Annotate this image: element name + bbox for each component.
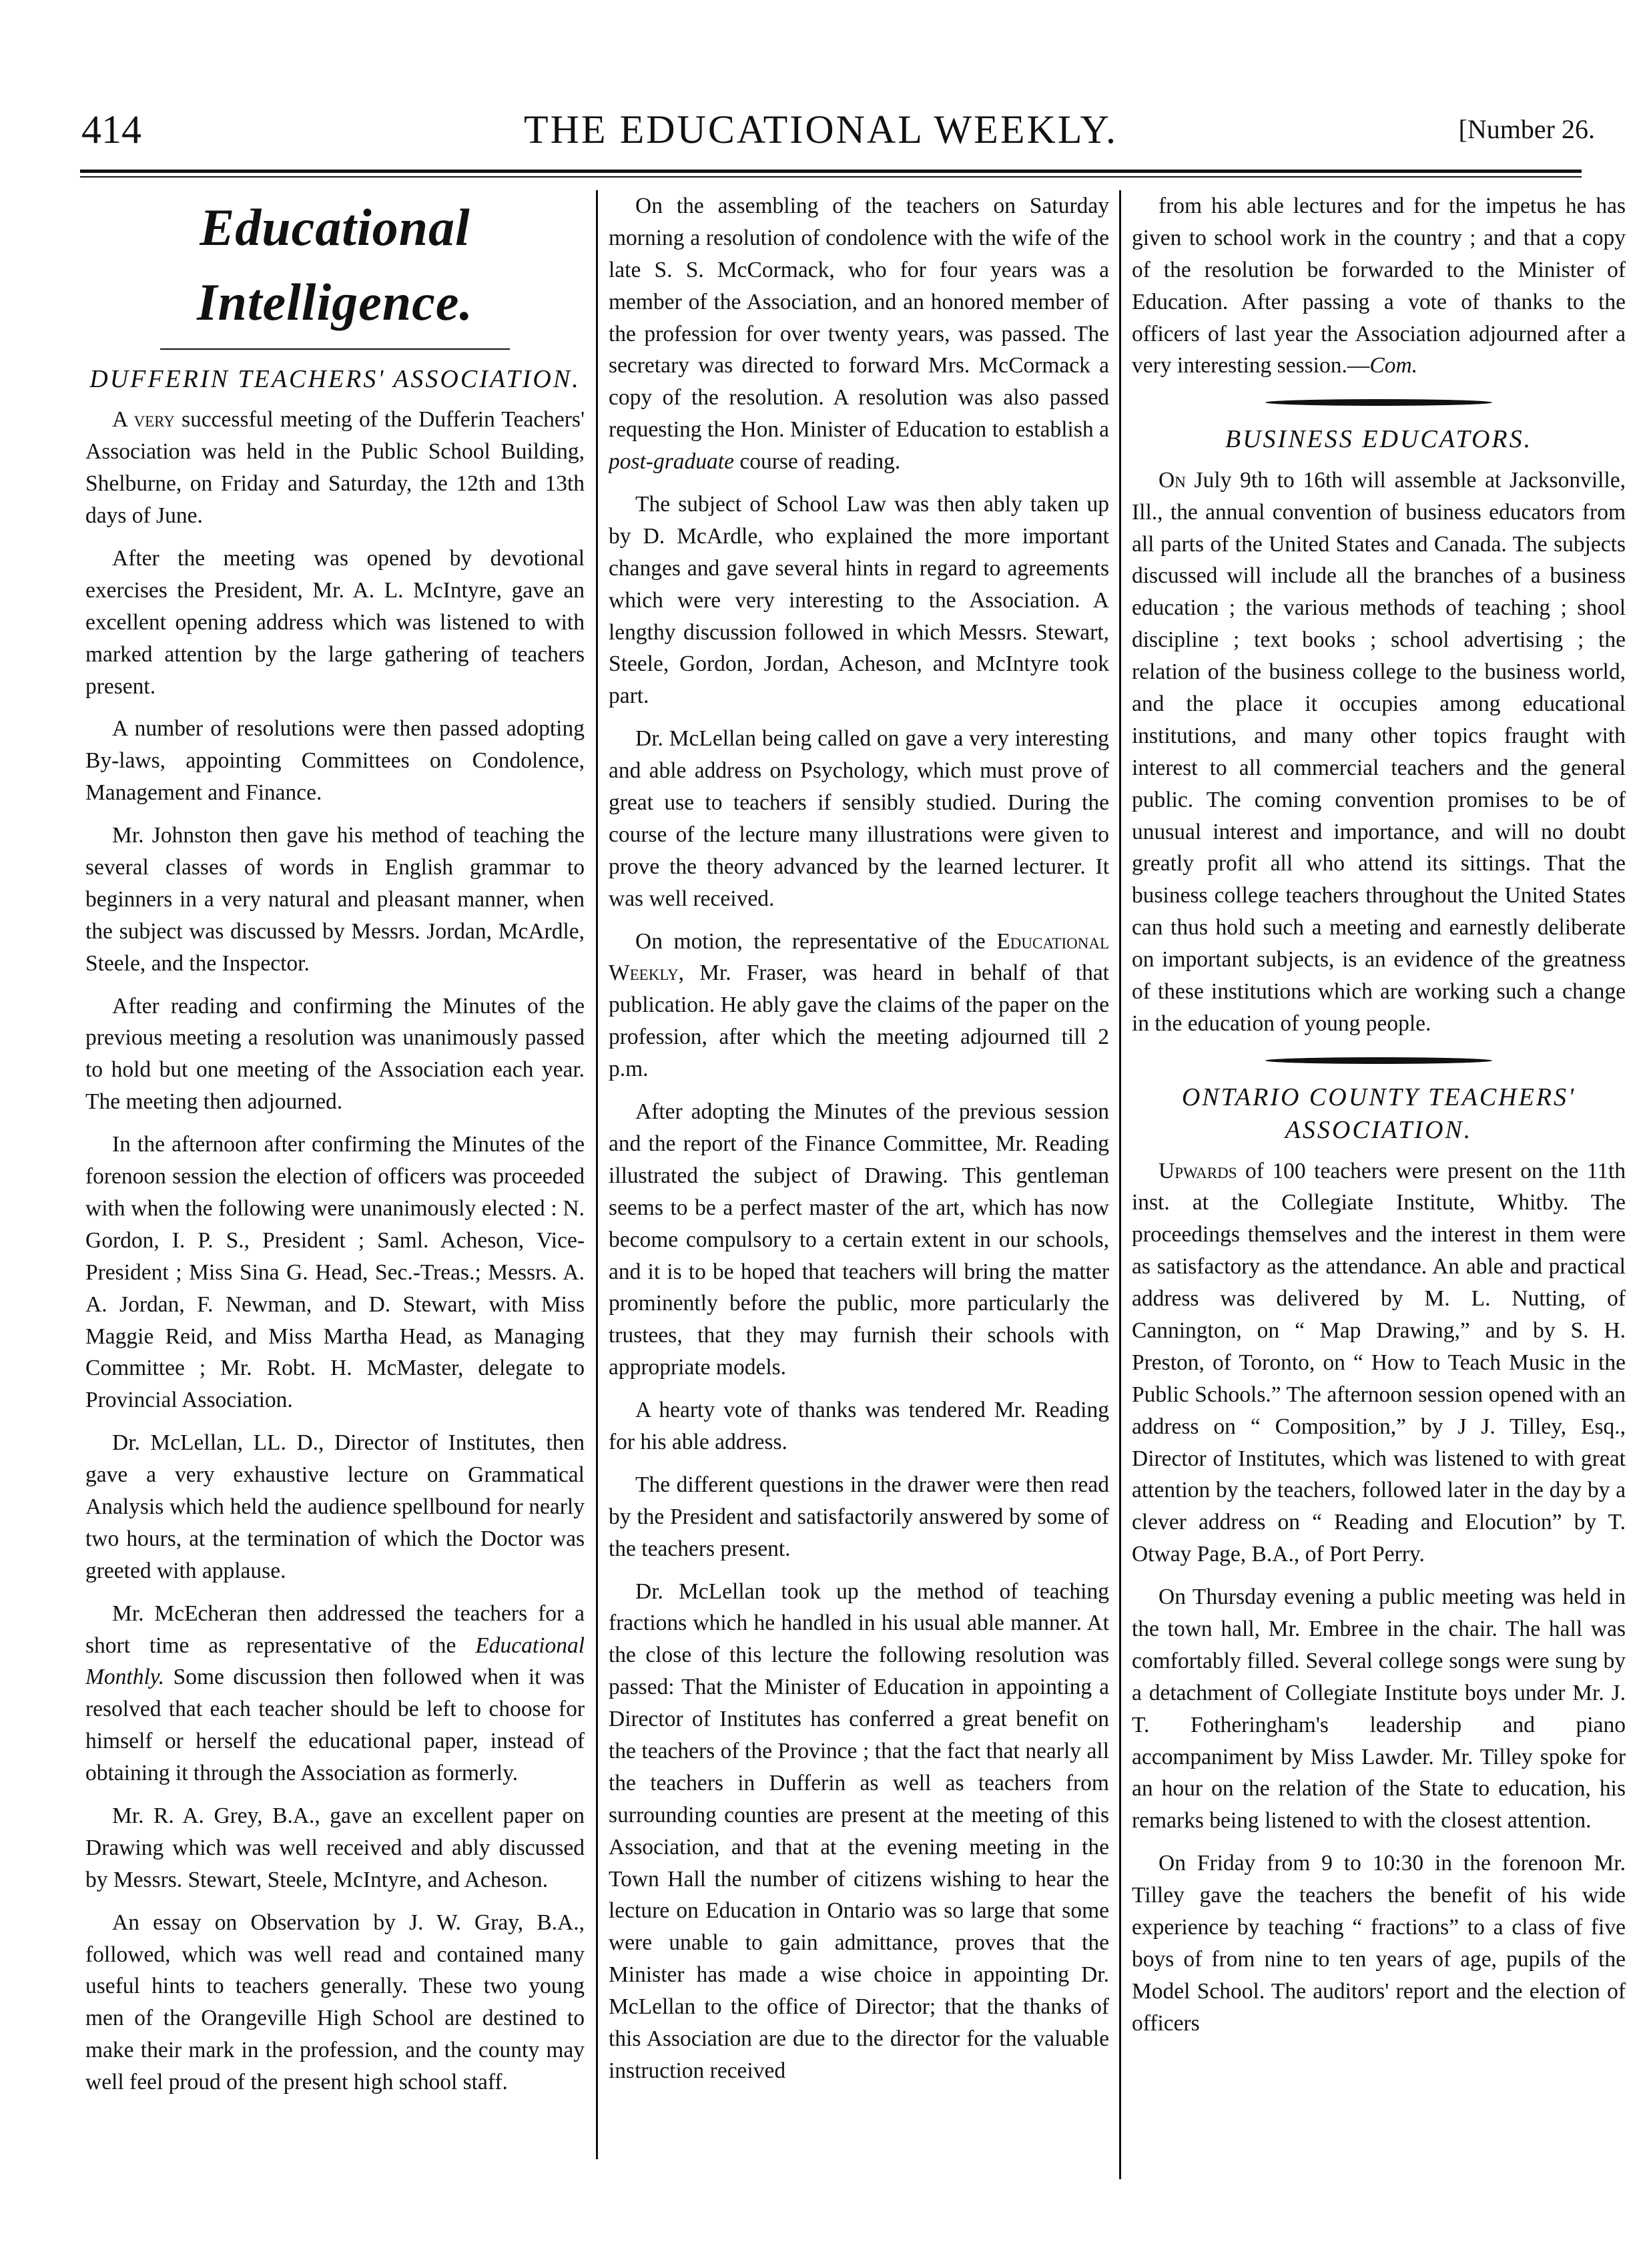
dufferin-paragraph: Dr. McLellan being called on gave a very interesting and able address on Psychology, which must prove of great use to teachers if sensibly studied. During the course of the lecture many illustrations were given to prove the theory advanced by the learned lecturer. It was well received. [609,726,1109,911]
ontario-paragraph: Upwards of 100 teachers were present on the 11th inst. at the Collegiate Institute, Whitby. The proceedings themselves and the interest in them were as satisfactory as the attendance. An able and practical address was delivered by M. L. Nutting, of Cannington, on “ Map Drawing,” and by S. H. Preston, of Toronto, on “ How to Teach Music in the Public Schools.” The afternoon session opened with an address on “ Composition,” by J J. Tilley, Esq., Director of Institutes, which was listened to with great attention by the teachers, followed later in the day by a clever address on “ Reading and Elocution” by T. Otway Page, B.A., of Port Perry. [1132,1158,1626,1567]
dufferin-paragraph: from his able lectures and for the impetus he has given to school work in the country ; and that a copy of the resolution be forwarded to the Minister of Education. After passing a vote of thanks to the officers of last year the Association adjourned after a very interesting session.—Com. [1132,194,1626,378]
post-graduate-text: post-graduate [609,449,734,475]
dufferin-paragraph: Mr. McEcheran then addressed the teachers for a short time as representative of the Educational Monthly. Some discussion then followed when it was resolved that each teacher should be left to choose for himself or herself the educational paper, instead of obtaining it through the Association as formerly. [85,1601,585,1786]
dufferin-paragraph: After adopting the Minutes of the previous session and the report of the Finance Committee, Mr. Reading illustrated the subject of Drawing. This gentleman seems to be a perfect master of the art, which has now become compulsory to a certain extent in our schools, and it is to be hoped that teachers will bring the matter prominently before the public, more particularly the trustees, that they may furnish their schools with appropriate models. [609,1099,1109,1380]
header-rule-thin [80,176,1582,178]
column-3 [1132,190,1626,2226]
dufferin-paragraph: A hearty vote of thanks was tendered Mr. Reading for his able address. [609,1398,1109,1454]
monthly-title: Educational Monthly. [85,1633,585,1690]
signature-com: Com. [1369,353,1418,378]
page-number: 414 [81,107,141,152]
dufferin-paragraph: An essay on Observation by J. W. Gray, B.A., followed, which was well read and contained many useful hints to teachers generally. These two young men of the Orangeville High School are destined to make their mark in the profession, and the county may well feel proud of the present high school staff. [85,1910,585,2095]
dufferin-paragraph: The subject of School Law was then ably taken up by D. McArdle, who explained the more important changes and gave several hints in regard to agreements which were very interesting to the Association. A lengthy discussion followed in which Messrs. Stewart, Steele, Gordon, Jordan, Acheson, and McIntyre took part. [609,492,1109,709]
ontario-lead: Upwards [1159,1158,1237,1183]
dufferin-paragraph: Dr. McLellan, LL. D., Director of Institutes, then gave a very exhaustive lecture on Grammatical Analysis which held the audience spellbound for nearly two hours, at the termination of which the Doctor was greeted with applause. [85,1430,585,1583]
dufferin-paragraph: On motion, the representative of the Educational Weekly, Mr. Fraser, was heard in behalf of that publication. He ably gave the claims of the paper on the profession, after which the meeting adjourned till 2 p.m. [609,928,1109,1082]
title-rule [160,348,510,350]
column-divider-2 [1119,190,1121,2179]
dufferin-paragraph: A number of resolutions were then passed adopting By-laws, appointing Committees on Condolence, Management and Finance. [85,716,585,806]
ontario-heading: ONTARIO COUNTY TEACHERS' ASSOCIATION. [1181,1083,1576,1145]
ontario-paragraph: On Friday from 9 to 10:30 in the forenoon Mr. Tilley gave the teachers the benefit of his wide experience by teaching “ fractions” to a class of five boys of from nine to ten years of age, pupils of the Model School. The auditors' report and the election of officers [1132,1851,1626,2036]
dufferin-paragraph: After the meeting was opened by devotional exercises the President, Mr. A. L. McIntyre, gave an excellent opening address which was listened to with marked attention by the large gathering of teachers present. [85,546,585,699]
dufferin-paragraph: On the assembling of the teachers on Saturday morning a resolution of condolence with the wife of the late S. S. McCormack, who for four years was a member of the Association, and an honored member of the profession for over twenty years, was passed. The secretary was directed to forward Mrs. McCormack a copy of the resolution. A resolution was also passed requesting the Hon. Minister of Education to establish a post-graduate course of reading. [609,194,1109,475]
dufferin-paragraph: Mr. Johnston then gave his method of teaching the several classes of words in English grammar to beginners in a very natural and pleasant manner, when the subject was discussed by Messrs. Jordan, McArdle, Steele, and the Inspector. [85,823,585,976]
dufferin-paragraph: In the afternoon after confirming the Minutes of the forenoon session the election of officers was proceeded with when the following were unanimously elected : N. Gordon, I. P. S., President ; Saml. Acheson, Vice-President ; Miss Sina G. Head, Sec.-Treas.; Messrs. A. A. Jordan, F. Newman, and D. Stewart, with Miss Maggie Reid, and Miss Martha Head, as Managing Committee ; Mr. Robt. H. McMaster, delegate to Provincial Association. [85,1132,585,1413]
dufferin-lead: A very [112,407,175,433]
issue-number: [Number 26. [1458,114,1595,144]
section-title: Educational Intelligence. [197,198,473,331]
column-divider-1 [596,190,598,2159]
column-1 [85,190,585,2226]
dufferin-paragraph: Dr. McLellan took up the method of teaching fractions which he handled in his usual able manner. At the close of this lecture the following resolution was passed: That the Minister of Education in appointing a Director of Institutes has conferred a great benefit on the teachers of the Province ; that the fact that nearly all the teachers in Dufferin as well as teachers from surrounding counties are present at the meeting of this Association, and that at the evening meeting in the Town Hall the number of citizens wishing to hear the lecture on Education in Ontario was so large that some were unable to gain admittance, proves that the Minister has made a wise choice in appointing Dr. McLellan to the office of Director; that the thanks of this Association are due to the director for the valuable instruction received [609,1579,1109,2083]
header-rule [80,170,1582,173]
dufferin-paragraph: Mr. R. A. Grey, B.A., gave an excellent paper on Drawing which was well received and ably discussed by Messrs. Stewart, Steele, McIntyre, and Acheson. [85,1803,585,1892]
masthead-title: THE EDUCATIONAL WEEKLY. [523,107,1118,152]
page-header [47,107,1595,167]
dufferin-paragraph: After reading and confirming the Minutes of the previous meeting a resolution was unanimously passed to hold but one meeting of the Association each year. The meeting then adjourned. [85,993,585,1115]
section-ornament [1265,1057,1492,1064]
business-heading: BUSINESS EDUCATORS. [1225,425,1533,454]
weekly-title: Educational Weekly, [609,928,1109,986]
dufferin-heading: DUFFERIN TEACHERS' ASSOCIATION. [89,365,581,394]
business-paragraph: On July 9th to 16th will assemble at Jacksonville, Ill., the annual convention of business educators from all parts of the United States and Canada. The subjects discussed will include all the branches of a business education ; the various methods of teaching ; shool discipline ; text books ; school advertising ; the relation of the business college to the business world, and the place it occupies among educational institutions, and many other topics fraught with interest to all commercial teachers and the general public. The coming convention promises to be of unusual interest and importance, and will no doubt greatly profit all who attend its sittings. That the business college teachers throughout the United States can thus hold such a meeting and earnestly deliberate on important subjects, is an evidence of the greatness of these institutions which are working such a change in the education of young people. [1132,467,1626,1036]
column-2 [609,190,1109,2226]
dufferin-paragraph: The different questions in the drawer were then read by the President and satisfactorily answered by some of the teachers present. [609,1472,1109,1561]
business-lead: On [1159,467,1186,493]
ontario-paragraph: On Thursday evening a public meeting was held in the town hall, Mr. Embree in the chair. The hall was comfortably filled. Several college songs were sung by a detachment of Collegiate Institute boys under Mr. J. T. Fotheringham's leadership and piano accompaniment by Miss Lawder. Mr. Tilley spoke for an hour on the relation of the State to education, his remarks being listened to with the closest attention. [1132,1585,1626,1833]
section-ornament [1265,399,1492,406]
dufferin-paragraph: A very successful meeting of the Dufferin Teachers' Association was held in the Public School Building, Shelburne, on Friday and Saturday, the 12th and 13th days of June. [85,407,585,529]
